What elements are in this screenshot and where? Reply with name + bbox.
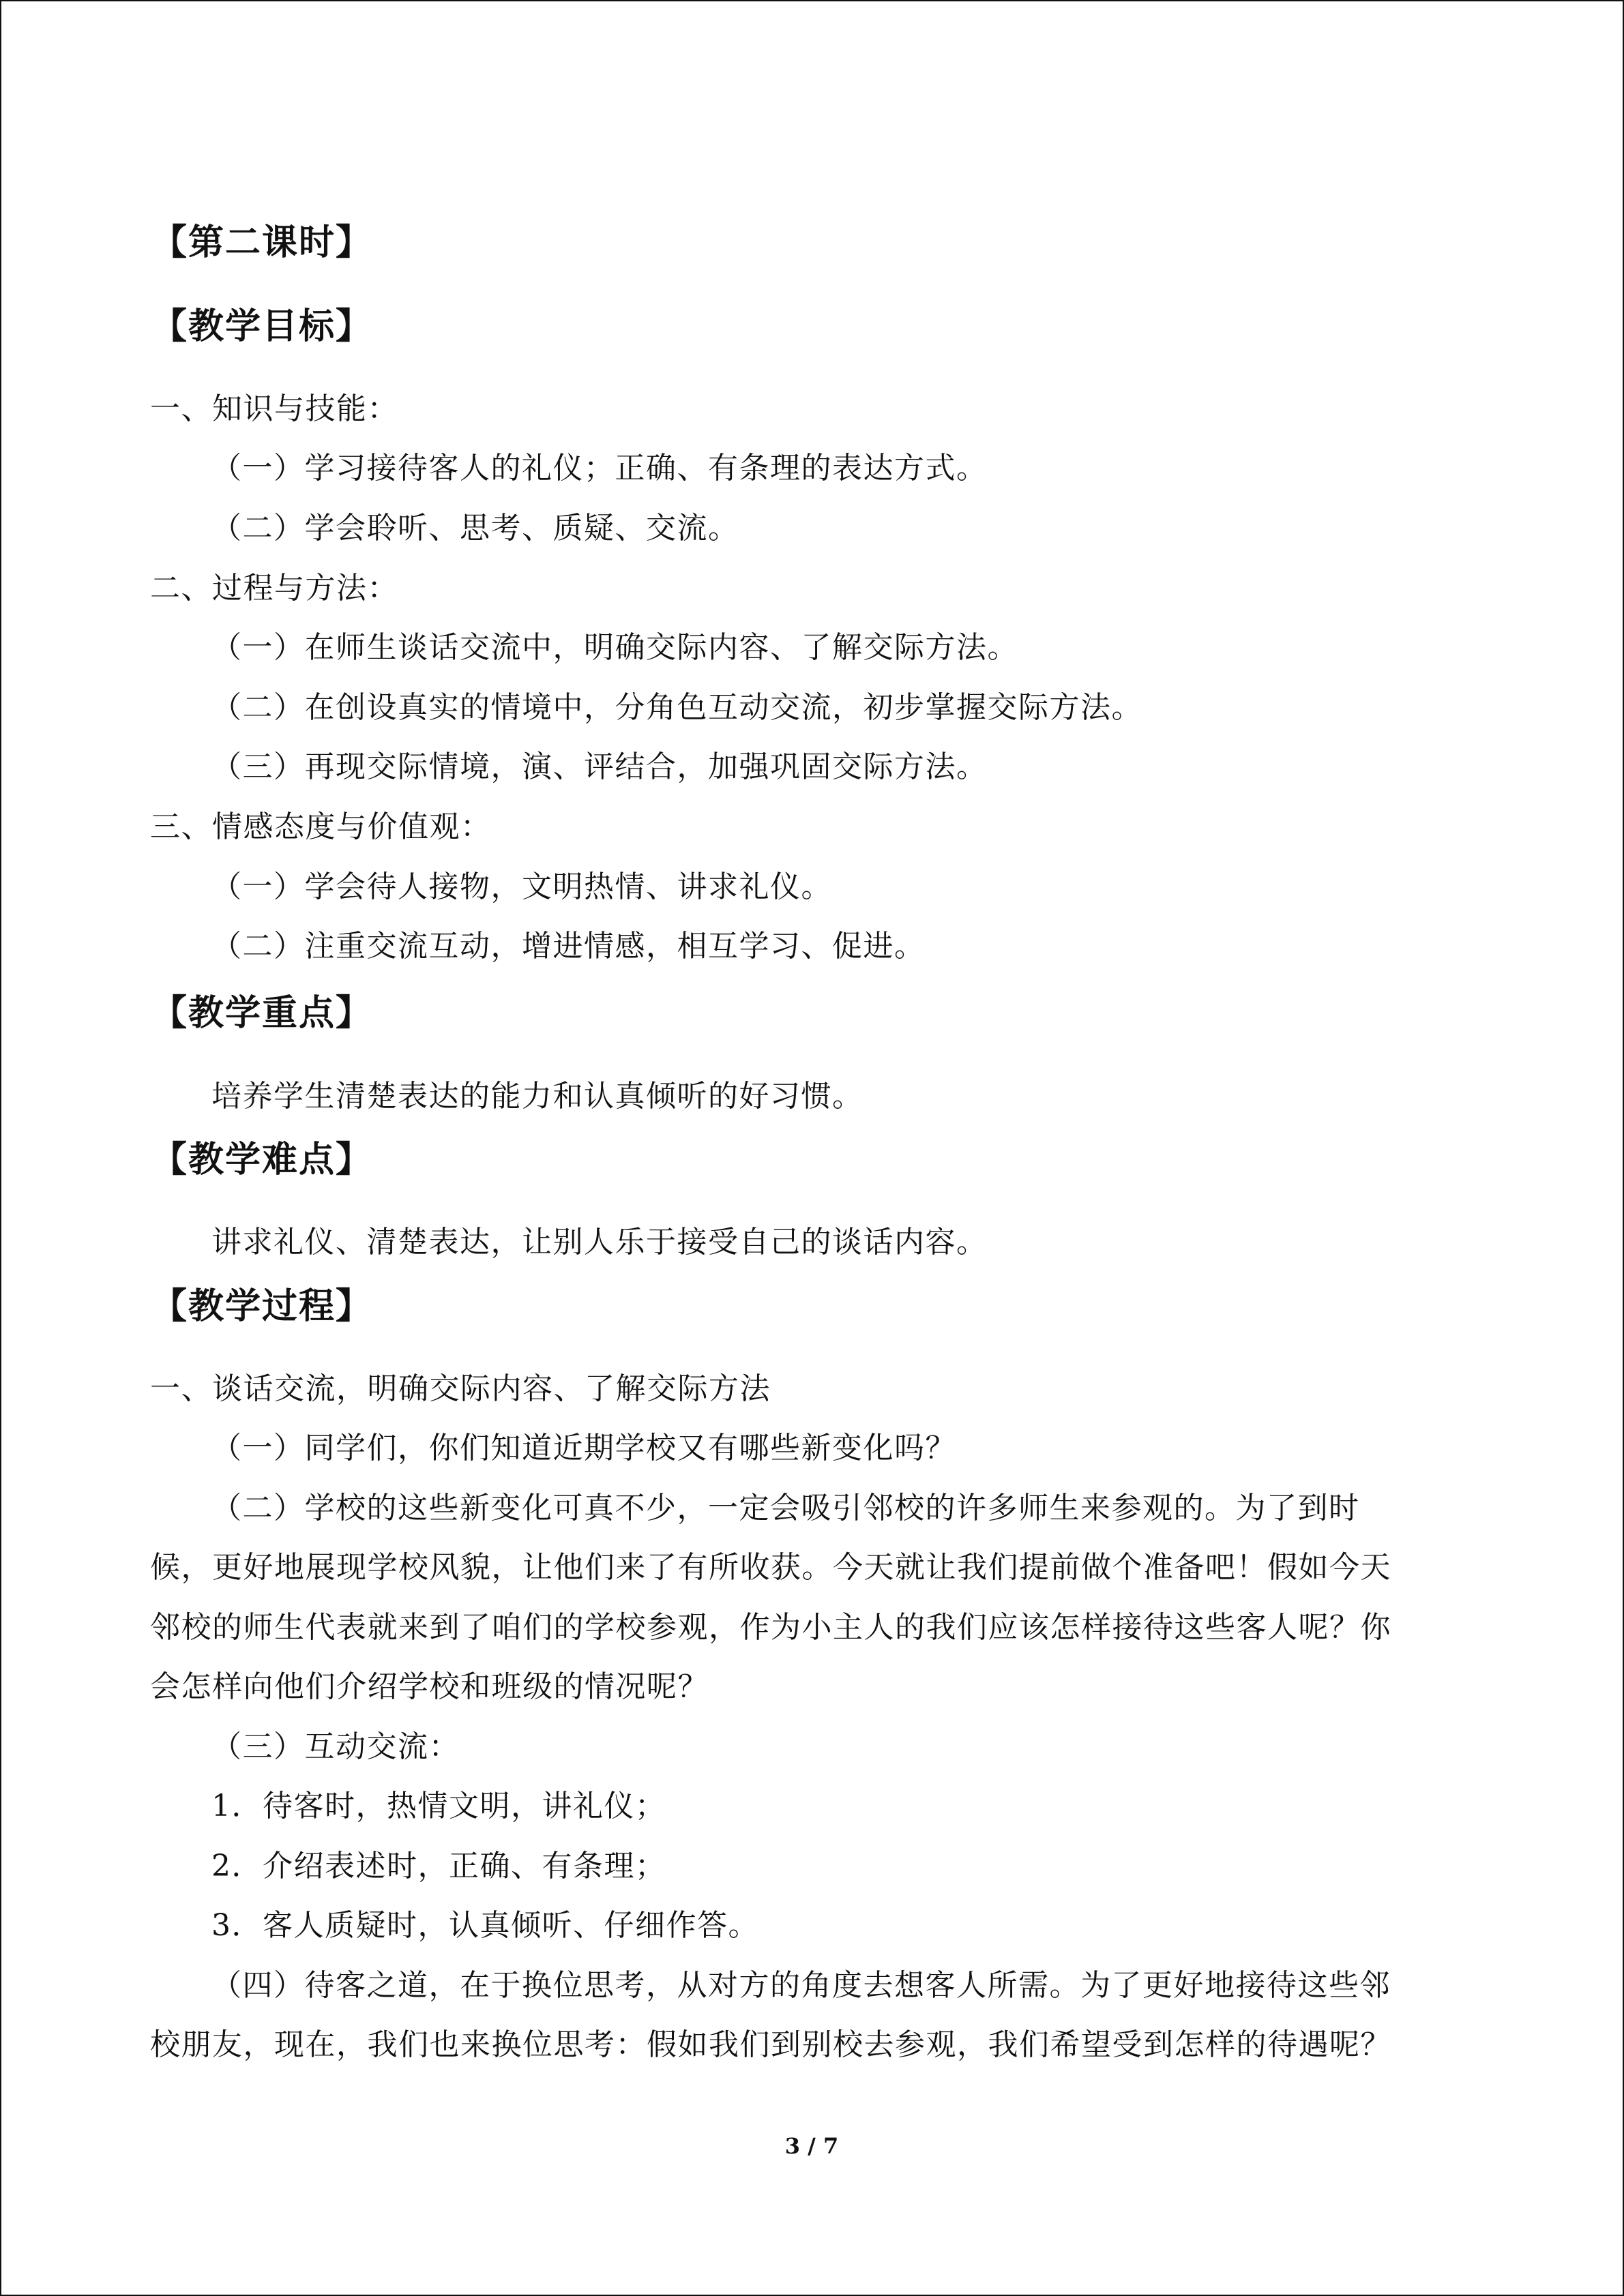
goal-attitude-item: （二）注重交流互动，增进情感，相互学习、促进。 — [211, 929, 926, 964]
goal-knowledge-title: 一、知识与技能： — [150, 391, 398, 426]
section-heading-goals: 【教学目标】 — [151, 306, 373, 347]
goal-knowledge-item: （二）学会聆听、思考、质疑、交流。 — [211, 511, 739, 546]
section-heading-difficulties: 【教学难点】 — [151, 1139, 373, 1180]
key-points-text: 培养学生清楚表达的能力和认真倾听的好习惯。 — [211, 1079, 863, 1114]
process-paragraph-line: 校朋友，现在，我们也来换位思考：假如我们到别校去参观，我们希望受到怎样的待遇呢？ — [150, 2027, 1391, 2062]
goal-knowledge-item: （一）学习接待客人的礼仪；正确、有条理的表达方式。 — [211, 451, 988, 486]
goal-process-item: （二）在创设真实的情境中，分角色互动交流，初步掌握交际方法。 — [211, 690, 1142, 725]
list-item: 2．介绍表述时，正确、有条理； — [211, 1849, 666, 1883]
section-heading-process: 【教学过程】 — [151, 1286, 373, 1327]
section-heading-key-points: 【教学重点】 — [151, 993, 373, 1034]
difficulties-text: 讲求礼仪、清楚表达，让别人乐于接受自己的谈话内容。 — [211, 1225, 988, 1259]
goal-process-title: 二、过程与方法： — [150, 571, 398, 606]
process-paragraph-line: （二）学校的这些新变化可真不少，一定会吸引邻校的许多师生来参观的。为了到时 — [211, 1491, 1360, 1525]
goal-attitude-item: （一）学会待人接物，文明热情、讲求礼仪。 — [211, 869, 832, 904]
goal-attitude-title: 三、情感态度与价值观： — [150, 809, 492, 844]
page-number: 3 / 7 — [784, 2133, 839, 2159]
process-section-title: 一、谈话交流，明确交际内容、了解交际方法 — [150, 1371, 771, 1406]
process-paragraph-line: 候，更好地展现学校风貌，让他们来了有所收获。今天就让我们提前做个准备吧！假如今天 — [150, 1550, 1391, 1585]
process-paragraph-line: （四）待客之道，在于换位思考，从对方的角度去想客人所需。为了更好地接待这些邻 — [211, 1968, 1391, 2003]
process-paragraph-line: 邻校的师生代表就来到了咱们的学校参观，作为小主人的我们应该怎样接待这些客人呢？你 — [150, 1610, 1391, 1645]
goal-process-item: （一）在师生谈话交流中，明确交际内容、了解交际方法。 — [211, 630, 1018, 665]
process-step: （一）同学们，你们知道近期学校又有哪些新变化吗？ — [211, 1431, 956, 1465]
process-step: （三）互动交流： — [211, 1729, 460, 1764]
list-item: 3．客人质疑时，认真倾听、仔细作答。 — [211, 1908, 759, 1943]
goal-process-item: （三）再现交际情境，演、评结合，加强巩固交际方法。 — [211, 749, 988, 784]
process-paragraph-line: 会怎样向他们介绍学校和班级的情况呢？ — [150, 1669, 709, 1704]
list-item: 1．待客时，热情文明，讲礼仪； — [211, 1789, 666, 1823]
lesson-title: 【第二课时】 — [151, 222, 373, 263]
